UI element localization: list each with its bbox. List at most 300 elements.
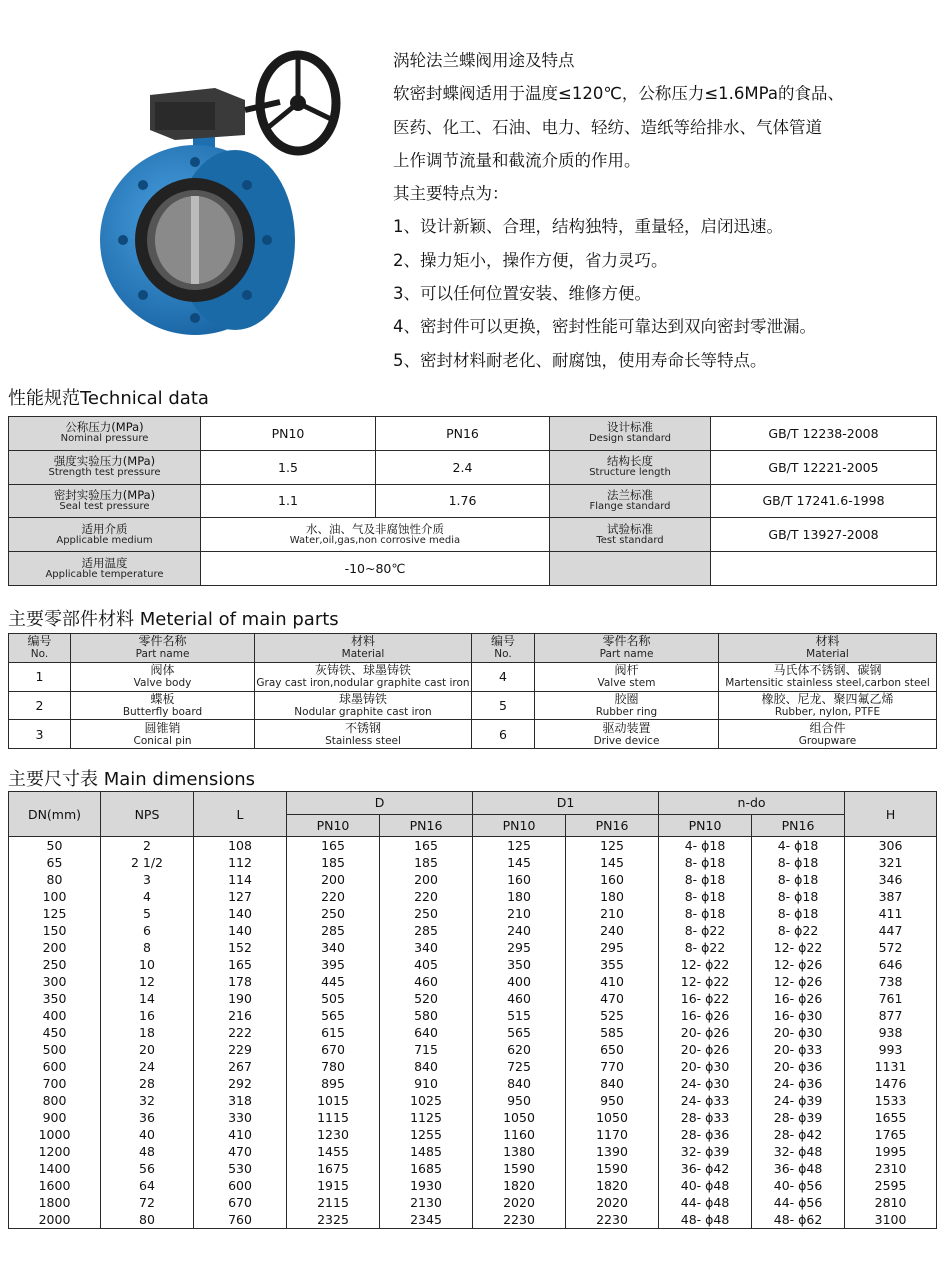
- table-cell: 2325: [287, 1211, 380, 1229]
- table-cell: 108: [194, 837, 287, 855]
- table-cell: 16- ϕ26: [752, 990, 845, 1007]
- standard-value: GB/T 12221-2005: [711, 450, 937, 484]
- table-cell: 1995: [845, 1143, 937, 1160]
- table-cell: 350: [9, 990, 101, 1007]
- table-row: [9, 1024, 937, 1041]
- table-cell: 910: [380, 1075, 473, 1092]
- table-cell: 1533: [845, 1092, 937, 1109]
- col-header: 材料 Material: [255, 634, 472, 663]
- table-cell: 64: [101, 1177, 194, 1194]
- table-cell: 738: [845, 973, 937, 990]
- table-cell: 285: [287, 922, 380, 939]
- table-cell: 8- ϕ18: [659, 854, 752, 871]
- dimensions-table: [8, 791, 937, 1229]
- col-subheader: PN16: [380, 814, 473, 837]
- table-row: [9, 854, 937, 871]
- table-cell: 220: [287, 888, 380, 905]
- table-cell: 400: [9, 1007, 101, 1024]
- table-cell: 1685: [380, 1160, 473, 1177]
- param-label: 适用温度 Applicable temperature: [9, 552, 201, 586]
- part-material: 马氏体不锈钢、碳钢 Martensitic stainless steel,carbon steel: [719, 662, 937, 691]
- table-cell: 520: [380, 990, 473, 1007]
- table-cell: 24- ϕ36: [752, 1075, 845, 1092]
- table-cell: 8- ϕ22: [659, 922, 752, 939]
- table-cell: 295: [473, 939, 566, 956]
- table-cell: 5: [101, 905, 194, 922]
- table-cell: 2020: [566, 1194, 659, 1211]
- table-cell: 1590: [566, 1160, 659, 1177]
- table-header-row: [9, 634, 937, 663]
- table-cell: 670: [194, 1194, 287, 1211]
- table-cell: 760: [194, 1211, 287, 1229]
- table-cell: 950: [566, 1092, 659, 1109]
- table-cell: 200: [380, 871, 473, 888]
- table-cell: 112: [194, 854, 287, 871]
- standard-label: 设计标准 Design standard: [550, 417, 711, 451]
- empty-cell: [550, 552, 711, 586]
- table-cell: 140: [194, 905, 287, 922]
- table-cell: 152: [194, 939, 287, 956]
- table-cell: 2810: [845, 1194, 937, 1211]
- table-cell: 780: [287, 1058, 380, 1075]
- table-row: [9, 518, 937, 552]
- table-cell: 840: [473, 1075, 566, 1092]
- intro-line: 上作调节流量和截流介质的作用。: [393, 150, 641, 170]
- param-value: 1.1: [201, 484, 376, 518]
- table-cell: 80: [101, 1211, 194, 1229]
- table-cell: 330: [194, 1109, 287, 1126]
- table-cell: 405: [380, 956, 473, 973]
- table-cell: 700: [9, 1075, 101, 1092]
- table-cell: 715: [380, 1041, 473, 1058]
- table-cell: 165: [380, 837, 473, 855]
- table-cell: 12: [101, 973, 194, 990]
- table-cell: 1590: [473, 1160, 566, 1177]
- table-cell: 895: [287, 1075, 380, 1092]
- table-cell: 48- ϕ62: [752, 1211, 845, 1229]
- table-cell: 500: [9, 1041, 101, 1058]
- standard-value: GB/T 13927-2008: [711, 518, 937, 552]
- table-cell: 8- ϕ18: [659, 905, 752, 922]
- table-cell: 395: [287, 956, 380, 973]
- standard-value: GB/T 12238-2008: [711, 417, 937, 451]
- table-cell: 306: [845, 837, 937, 855]
- table-cell: 410: [194, 1126, 287, 1143]
- table-cell: 56: [101, 1160, 194, 1177]
- col-header: n-do: [659, 792, 845, 815]
- col-header: D: [287, 792, 473, 815]
- table-cell: 36: [101, 1109, 194, 1126]
- table-row: [9, 1058, 937, 1075]
- part-number: 4: [472, 662, 535, 691]
- part-material: 组合件 Groupware: [719, 720, 937, 749]
- table-cell: 1675: [287, 1160, 380, 1177]
- table-row: [9, 871, 937, 888]
- table-cell: 28- ϕ39: [752, 1109, 845, 1126]
- table-cell: 615: [287, 1024, 380, 1041]
- table-cell: 240: [473, 922, 566, 939]
- table-cell: 200: [287, 871, 380, 888]
- table-cell: 1170: [566, 1126, 659, 1143]
- table-cell: 125: [473, 837, 566, 855]
- table-cell: 24- ϕ30: [659, 1075, 752, 1092]
- table-cell: 340: [287, 939, 380, 956]
- table-row: [9, 973, 937, 990]
- table-cell: 387: [845, 888, 937, 905]
- table-cell: 8- ϕ18: [752, 888, 845, 905]
- param-label: 密封实验压力(MPa) Seal test pressure: [9, 484, 201, 518]
- standard-label: 法兰标准 Flange standard: [550, 484, 711, 518]
- empty-cell: [711, 552, 937, 586]
- table-row: [9, 1177, 937, 1194]
- col-header: H: [845, 792, 937, 837]
- table-cell: 65: [9, 854, 101, 871]
- table-cell: 150: [9, 922, 101, 939]
- table-cell: 18: [101, 1024, 194, 1041]
- param-value: 2.4: [376, 450, 550, 484]
- table-cell: 20: [101, 1041, 194, 1058]
- table-cell: 295: [566, 939, 659, 956]
- table-cell: 1255: [380, 1126, 473, 1143]
- table-cell: 250: [287, 905, 380, 922]
- table-row: [9, 691, 937, 720]
- part-material: 球墨铸铁 Nodular graphite cast iron: [255, 691, 472, 720]
- part-name: 阀体 Valve body: [71, 662, 255, 691]
- table-row: [9, 837, 937, 855]
- table-cell: 178: [194, 973, 287, 990]
- table-cell: 2310: [845, 1160, 937, 1177]
- table-cell: 190: [194, 990, 287, 1007]
- table-cell: 938: [845, 1024, 937, 1041]
- table-cell: 1050: [473, 1109, 566, 1126]
- table-row: [9, 888, 937, 905]
- table-cell: 28- ϕ42: [752, 1126, 845, 1143]
- table-cell: 400: [473, 973, 566, 990]
- table-cell: 525: [566, 1007, 659, 1024]
- table-row: [9, 720, 937, 749]
- table-cell: 8: [101, 939, 194, 956]
- part-number: 2: [9, 691, 71, 720]
- col-subheader: PN10: [473, 814, 566, 837]
- param-label: 适用介质 Applicable medium: [9, 518, 201, 552]
- table-cell: 445: [287, 973, 380, 990]
- part-number: 5: [472, 691, 535, 720]
- butterfly-valve-image: [95, 40, 345, 340]
- table-row: [9, 1041, 937, 1058]
- intro-line: 医药、化工、石油、电力、轻纺、造纸等给排水、气体管道: [393, 117, 822, 137]
- table-cell: 20- ϕ30: [659, 1058, 752, 1075]
- table-cell: 321: [845, 854, 937, 871]
- parts-material-table: [8, 633, 937, 749]
- param-value: 1.5: [201, 450, 376, 484]
- param-value: -10~80℃: [201, 552, 550, 586]
- intro-line: 软密封蝶阀适用于温度≤120℃，公称压力≤1.6MPa的食品、: [393, 84, 844, 104]
- table-cell: 2595: [845, 1177, 937, 1194]
- table-row: [9, 1126, 937, 1143]
- table-cell: 220: [380, 888, 473, 905]
- table-cell: 515: [473, 1007, 566, 1024]
- param-value: 水、油、气及非腐蚀性介质 Water,oil,gas,non corrosive media: [201, 518, 550, 552]
- table-cell: 222: [194, 1024, 287, 1041]
- table-cell: 4: [101, 888, 194, 905]
- table-cell: 2: [101, 837, 194, 855]
- param-value: PN10: [201, 417, 376, 451]
- table-cell: 28- ϕ33: [659, 1109, 752, 1126]
- table-row: [9, 450, 937, 484]
- table-cell: 20- ϕ36: [752, 1058, 845, 1075]
- dimensions-body: [9, 837, 937, 1229]
- table-cell: 40- ϕ48: [659, 1177, 752, 1194]
- table-cell: 650: [566, 1041, 659, 1058]
- table-cell: 16- ϕ22: [659, 990, 752, 1007]
- table-cell: 210: [566, 905, 659, 922]
- table-cell: 993: [845, 1041, 937, 1058]
- table-cell: 1600: [9, 1177, 101, 1194]
- table-cell: 185: [287, 854, 380, 871]
- table-cell: 2000: [9, 1211, 101, 1229]
- table-cell: 1655: [845, 1109, 937, 1126]
- table-cell: 460: [473, 990, 566, 1007]
- table-cell: 12- ϕ26: [752, 973, 845, 990]
- table-cell: 2230: [473, 1211, 566, 1229]
- intro-title: 涡轮法兰蝶阀用途及特点: [393, 51, 575, 70]
- table-cell: 50: [9, 837, 101, 855]
- table-cell: 1160: [473, 1126, 566, 1143]
- table-cell: 6: [101, 922, 194, 939]
- table-cell: 725: [473, 1058, 566, 1075]
- table-row: [9, 1160, 937, 1177]
- table-cell: 1000: [9, 1126, 101, 1143]
- table-cell: 470: [566, 990, 659, 1007]
- table-header-row: [9, 792, 937, 815]
- table-cell: 180: [473, 888, 566, 905]
- table-cell: 1050: [566, 1109, 659, 1126]
- table-cell: 600: [9, 1058, 101, 1075]
- table-cell: 1025: [380, 1092, 473, 1109]
- table-cell: 1765: [845, 1126, 937, 1143]
- part-number: 6: [472, 720, 535, 749]
- table-cell: 145: [473, 854, 566, 871]
- param-label: 公称压力(MPa) Nominal pressure: [9, 417, 201, 451]
- param-value: 1.76: [376, 484, 550, 518]
- parts-heading: 主要零部件材料 Meterial of main parts: [8, 609, 339, 630]
- table-row: [9, 417, 937, 451]
- table-cell: 318: [194, 1092, 287, 1109]
- table-cell: 4- ϕ18: [752, 837, 845, 855]
- col-header: 零件名称 Part name: [71, 634, 255, 663]
- table-cell: 8- ϕ18: [752, 905, 845, 922]
- dims-heading: 主要尺寸表 Main dimensions: [8, 769, 256, 790]
- table-cell: 355: [566, 956, 659, 973]
- table-cell: 1485: [380, 1143, 473, 1160]
- table-cell: 36- ϕ42: [659, 1160, 752, 1177]
- part-material: 不锈钢 Stainless steel: [255, 720, 472, 749]
- table-cell: 530: [194, 1160, 287, 1177]
- table-cell: 48- ϕ48: [659, 1211, 752, 1229]
- table-cell: 1230: [287, 1126, 380, 1143]
- table-cell: 48: [101, 1143, 194, 1160]
- table-cell: 1820: [473, 1177, 566, 1194]
- table-cell: 565: [473, 1024, 566, 1041]
- table-cell: 165: [287, 837, 380, 855]
- part-number: 1: [9, 662, 71, 691]
- col-header: 材料 Material: [719, 634, 937, 663]
- part-material: 橡胶、尼龙、聚四氟乙烯 Rubber, nylon, PTFE: [719, 691, 937, 720]
- intro-line: 其主要特点为：: [393, 184, 509, 204]
- table-cell: 350: [473, 956, 566, 973]
- table-cell: 1115: [287, 1109, 380, 1126]
- part-name: 阀杆 Valve stem: [535, 662, 719, 691]
- table-row: [9, 1211, 937, 1229]
- table-row: [9, 1007, 937, 1024]
- table-cell: 210: [473, 905, 566, 922]
- table-cell: 670: [287, 1041, 380, 1058]
- table-cell: 12- ϕ22: [659, 956, 752, 973]
- table-cell: 16: [101, 1007, 194, 1024]
- table-cell: 80: [9, 871, 101, 888]
- table-cell: 600: [194, 1177, 287, 1194]
- table-cell: 8- ϕ18: [752, 854, 845, 871]
- table-row: [9, 939, 937, 956]
- table-cell: 20- ϕ26: [659, 1024, 752, 1041]
- table-cell: 14: [101, 990, 194, 1007]
- table-cell: 800: [9, 1092, 101, 1109]
- table-cell: 2130: [380, 1194, 473, 1211]
- table-cell: 100: [9, 888, 101, 905]
- table-cell: 72: [101, 1194, 194, 1211]
- table-cell: 585: [566, 1024, 659, 1041]
- col-header: 编号 No.: [9, 634, 71, 663]
- col-header: L: [194, 792, 287, 837]
- table-cell: 1800: [9, 1194, 101, 1211]
- table-cell: 16- ϕ26: [659, 1007, 752, 1024]
- table-cell: 2115: [287, 1194, 380, 1211]
- table-cell: 1476: [845, 1075, 937, 1092]
- table-cell: 40- ϕ56: [752, 1177, 845, 1194]
- table-cell: 125: [566, 837, 659, 855]
- table-cell: 20- ϕ33: [752, 1041, 845, 1058]
- col-header: NPS: [101, 792, 194, 837]
- col-header: DN(mm): [9, 792, 101, 837]
- table-cell: 12- ϕ26: [752, 956, 845, 973]
- table-cell: 32- ϕ48: [752, 1143, 845, 1160]
- table-row: [9, 484, 937, 518]
- table-row: [9, 1109, 937, 1126]
- table-cell: 44- ϕ56: [752, 1194, 845, 1211]
- standard-label: 试验标准 Test standard: [550, 518, 711, 552]
- table-cell: 16- ϕ30: [752, 1007, 845, 1024]
- table-cell: 250: [9, 956, 101, 973]
- table-cell: 24- ϕ39: [752, 1092, 845, 1109]
- table-cell: 900: [9, 1109, 101, 1126]
- table-cell: 127: [194, 888, 287, 905]
- table-cell: 2230: [566, 1211, 659, 1229]
- part-name: 蝶板 Butterfly board: [71, 691, 255, 720]
- table-cell: 20- ϕ26: [659, 1041, 752, 1058]
- table-cell: 447: [845, 922, 937, 939]
- table-cell: 1390: [566, 1143, 659, 1160]
- table-cell: 300: [9, 973, 101, 990]
- col-subheader: PN10: [287, 814, 380, 837]
- table-row: [9, 905, 937, 922]
- table-cell: 28- ϕ36: [659, 1126, 752, 1143]
- table-cell: 1380: [473, 1143, 566, 1160]
- table-cell: 1820: [566, 1177, 659, 1194]
- part-material: 灰铸铁、球墨铸铁 Gray cast iron,nodular graphite cast iron: [256, 663, 470, 690]
- table-cell: 160: [566, 871, 659, 888]
- table-row: [9, 552, 937, 586]
- part-name: 驱动装置 Drive device: [535, 720, 719, 749]
- technical-data-table: [8, 416, 937, 586]
- table-cell: 12- ϕ22: [752, 939, 845, 956]
- table-cell: 20- ϕ30: [752, 1024, 845, 1041]
- table-cell: 114: [194, 871, 287, 888]
- table-cell: 505: [287, 990, 380, 1007]
- table-cell: 2020: [473, 1194, 566, 1211]
- table-cell: 8- ϕ18: [659, 871, 752, 888]
- table-cell: 1915: [287, 1177, 380, 1194]
- table-cell: 3100: [845, 1211, 937, 1229]
- table-cell: 240: [566, 922, 659, 939]
- col-subheader: PN10: [659, 814, 752, 837]
- table-cell: 267: [194, 1058, 287, 1075]
- table-cell: 8- ϕ18: [752, 871, 845, 888]
- table-row: [9, 1092, 937, 1109]
- table-cell: 770: [566, 1058, 659, 1075]
- table-cell: 250: [380, 905, 473, 922]
- table-cell: 36- ϕ48: [752, 1160, 845, 1177]
- table-cell: 950: [473, 1092, 566, 1109]
- table-cell: 8- ϕ18: [659, 888, 752, 905]
- table-cell: 640: [380, 1024, 473, 1041]
- table-cell: 145: [566, 854, 659, 871]
- feature-item: 4、密封件可以更换，密封性能可靠达到双向密封零泄漏。: [393, 317, 816, 337]
- col-header: D1: [473, 792, 659, 815]
- table-cell: 340: [380, 939, 473, 956]
- feature-item: 1、设计新颖、合理，结构独特，重量轻，启闭迅速。: [393, 217, 783, 237]
- col-header: 编号 No.: [472, 634, 535, 663]
- table-cell: 565: [287, 1007, 380, 1024]
- table-cell: 450: [9, 1024, 101, 1041]
- feature-item: 2、操力矩小，操作方便，省力灵巧。: [393, 250, 668, 270]
- table-cell: 1200: [9, 1143, 101, 1160]
- table-cell: 28: [101, 1075, 194, 1092]
- part-name: 胶圈 Rubber ring: [535, 691, 719, 720]
- standard-label: 结构长度 Structure length: [550, 450, 711, 484]
- table-cell: 580: [380, 1007, 473, 1024]
- table-cell: 346: [845, 871, 937, 888]
- table-cell: 840: [380, 1058, 473, 1075]
- table-cell: 3: [101, 871, 194, 888]
- table-cell: 24: [101, 1058, 194, 1075]
- table-row: [9, 662, 937, 691]
- table-cell: 470: [194, 1143, 287, 1160]
- table-cell: 185: [380, 854, 473, 871]
- table-row: [9, 1194, 937, 1211]
- intro-text: [393, 44, 938, 377]
- param-label: 强度实验压力(MPa) Strength test pressure: [9, 450, 201, 484]
- table-cell: 840: [566, 1075, 659, 1092]
- feature-item: 5、密封材料耐老化、耐腐蚀，使用寿命长等特点。: [393, 350, 767, 370]
- table-row: [9, 922, 937, 939]
- table-cell: 12- ϕ22: [659, 973, 752, 990]
- table-cell: 1125: [380, 1109, 473, 1126]
- table-cell: 292: [194, 1075, 287, 1092]
- table-cell: 1400: [9, 1160, 101, 1177]
- table-cell: 1131: [845, 1058, 937, 1075]
- table-cell: 40: [101, 1126, 194, 1143]
- table-cell: 1015: [287, 1092, 380, 1109]
